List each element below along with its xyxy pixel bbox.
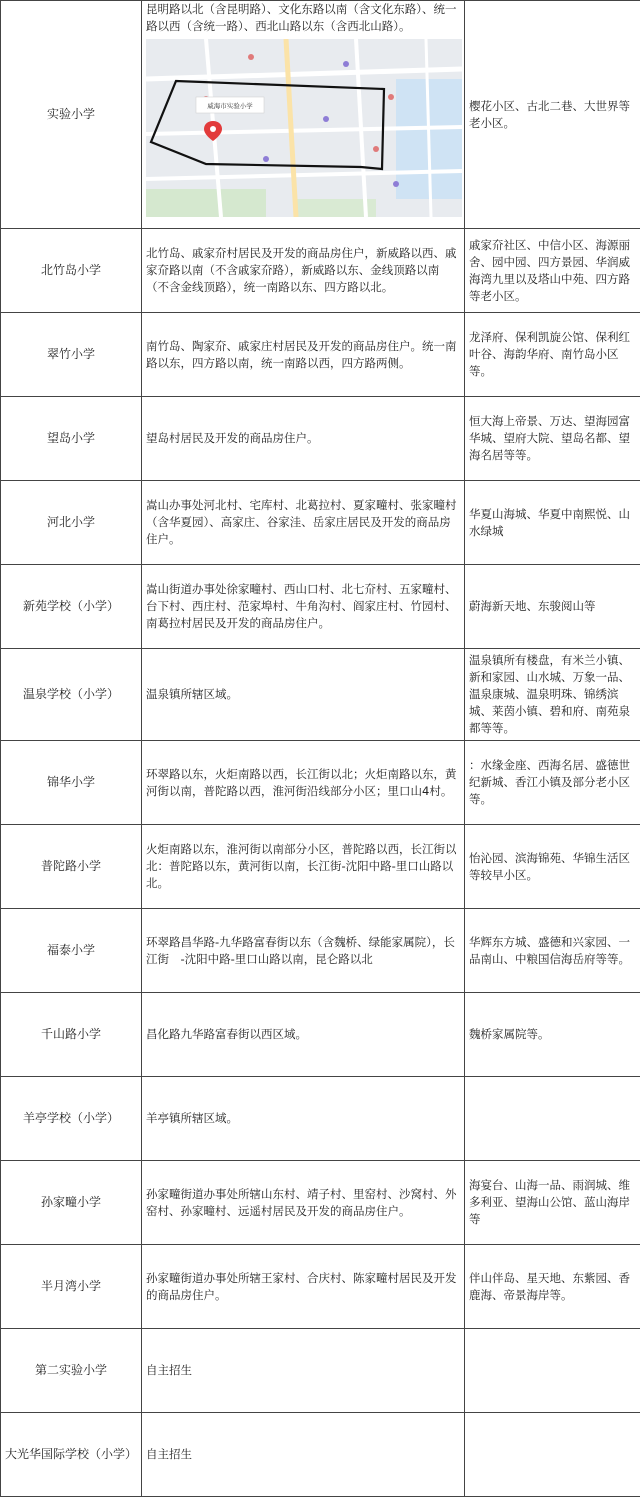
school-name: 望岛小学 xyxy=(1,397,142,481)
district-map xyxy=(146,39,462,217)
district-range: 北竹岛、戚家夼村居民及开发的商品房住户，新威路以西、戚家夼路以南（不含戚家夼路），新威路以东、金线顶路以南（不含金线顶路），统一南路以东、四方路以北。 xyxy=(142,229,465,313)
school-name: 半月湾小学 xyxy=(1,1245,142,1329)
community-list: 魏桥家属院等。 xyxy=(465,993,640,1077)
table-row xyxy=(1,993,640,1077)
district-range: 孙家疃街道办事处所辖王家村、合庆村、陈家疃村居民及开发的商品房住户。 xyxy=(142,1245,465,1329)
community-list: 戚家夼社区、中信小区、海源丽舍、园中园、四方景园、华润威海湾九里以及塔山中苑、四方路等老小区。 xyxy=(465,229,640,313)
table-row xyxy=(1,397,640,481)
school-name: 锦华小学 xyxy=(1,741,142,825)
school-name: 温泉学校（小学） xyxy=(1,649,142,741)
district-range: 环翠路昌华路-九华路富春街以东（含魏桥、绿能家属院），长江街 -沈阳中路-里口山路以南，昆仑路以北 xyxy=(142,909,465,993)
community-list: 海宴台、山海一品、雨润城、维多利亚、望海山公馆、蓝山海岸等 xyxy=(465,1161,640,1245)
district-range-cell xyxy=(142,1,465,229)
table-row xyxy=(1,825,640,909)
table-row xyxy=(1,909,640,993)
school-name: 福泰小学 xyxy=(1,909,142,993)
district-range: 南竹岛、陶家夼、戚家庄村居民及开发的商品房住户。统一南路以东，四方路以南，统一南路以西，四方路两侧。 xyxy=(142,313,465,397)
district-range: 温泉镇所辖区域。 xyxy=(142,649,465,741)
community-list xyxy=(465,1329,640,1413)
school-name: 北竹岛小学 xyxy=(1,229,142,313)
district-range: 嵩山办事处河北村、宅库村、北葛拉村、夏家疃村、张家疃村（含华夏园）、高家庄、谷家洼、岳家庄居民及开发的商品房住户。 xyxy=(142,481,465,565)
community-list: 蔚海新天地、东骏阅山等 xyxy=(465,565,640,649)
community-list: 华辉东方城、盛德和兴家园、一品南山、中粮国信海岳府等等。 xyxy=(465,909,640,993)
table-row xyxy=(1,1329,640,1413)
community-list: 怡沁园、滨海锦苑、华锦生活区等较早小区。 xyxy=(465,825,640,909)
school-name: 河北小学 xyxy=(1,481,142,565)
school-name: 普陀路小学 xyxy=(1,825,142,909)
table-row xyxy=(1,1,640,229)
table-row xyxy=(1,1245,640,1329)
district-range: 自主招生 xyxy=(142,1413,465,1497)
table-row xyxy=(1,313,640,397)
community-list: 恒大海上帝景、万达、望海园富华城、望府大院、望岛名都、望海名居等等。 xyxy=(465,397,640,481)
table-row xyxy=(1,565,640,649)
community-list: 温泉镇所有楼盘，有米兰小镇、新和家园、山水城、万象一品、温泉康城、温泉明珠、锦绣滨城、莱茵小镇、碧和府、南苑泉都等等。 xyxy=(465,649,640,741)
school-name: 孙家疃小学 xyxy=(1,1161,142,1245)
community-list: 樱花小区、古北二巷、大世界等老小区。 xyxy=(465,1,640,229)
community-list: 龙泽府、保利凯旋公馆、保利红叶谷、海韵华府、南竹岛小区等。 xyxy=(465,313,640,397)
school-name: 羊亭学校（小学） xyxy=(1,1077,142,1161)
school-name: 实验小学 xyxy=(1,1,142,229)
district-range: 自主招生 xyxy=(142,1329,465,1413)
table-row xyxy=(1,1413,640,1497)
district-range: 火炬南路以东，淮河街以南部分小区，普陀路以西，长江街以北：普陀路以东，黄河街以南，长江街-沈阳中路-里口山路以北。 xyxy=(142,825,465,909)
community-list xyxy=(465,1413,640,1497)
table-row xyxy=(1,481,640,565)
district-range: 环翠路以东，火炬南路以西，长江街以北；火炬南路以东，黄河街以南，普陀路以西，淮河街沿线部分小区；里口山4村。 xyxy=(142,741,465,825)
table-row xyxy=(1,229,640,313)
district-range: 嵩山街道办事处徐家疃村、西山口村、北七夼村、五家疃村、台下村、西庄村、范家埠村、牛角沟村、阎家庄村、竹园村、南葛拉村居民及开发的商品房住户。 xyxy=(142,565,465,649)
district-range: 昆明路以北（含昆明路）、文化东路以南（含文化东路）、统一路以西（含统一路）、西北山路以东（含西北山路）。 xyxy=(146,1,460,35)
school-name: 新苑学校（小学） xyxy=(1,565,142,649)
community-list: 华夏山海城、华夏中南熙悦、山水绿城 xyxy=(465,481,640,565)
district-range: 孙家疃街道办事处所辖山东村、靖子村、里窑村、沙窝村、外窑村、孙家疃村、远遥村居民及开发的商品房住户。 xyxy=(142,1161,465,1245)
table-row xyxy=(1,1077,640,1161)
district-range: 望岛村居民及开发的商品房住户。 xyxy=(142,397,465,481)
map-label: 威海市实验小学 xyxy=(207,101,253,110)
table-row xyxy=(1,741,640,825)
school-name: 千山路小学 xyxy=(1,993,142,1077)
school-name: 第二实验小学 xyxy=(1,1329,142,1413)
district-range: 昌化路九华路富春街以西区域。 xyxy=(142,993,465,1077)
table-row xyxy=(1,649,640,741)
community-list: ：水缘金座、西海名居、盛德世纪新城、香江小镇及部分老小区等。 xyxy=(465,741,640,825)
school-name: 大光华国际学校（小学） xyxy=(1,1413,142,1497)
school-name: 翠竹小学 xyxy=(1,313,142,397)
district-range: 羊亭镇所辖区域。 xyxy=(142,1077,465,1161)
community-list xyxy=(465,1077,640,1161)
community-list: 伴山伴岛、星天地、东紫园、香鹿海、帝景海岸等。 xyxy=(465,1245,640,1329)
table-row xyxy=(1,1161,640,1245)
